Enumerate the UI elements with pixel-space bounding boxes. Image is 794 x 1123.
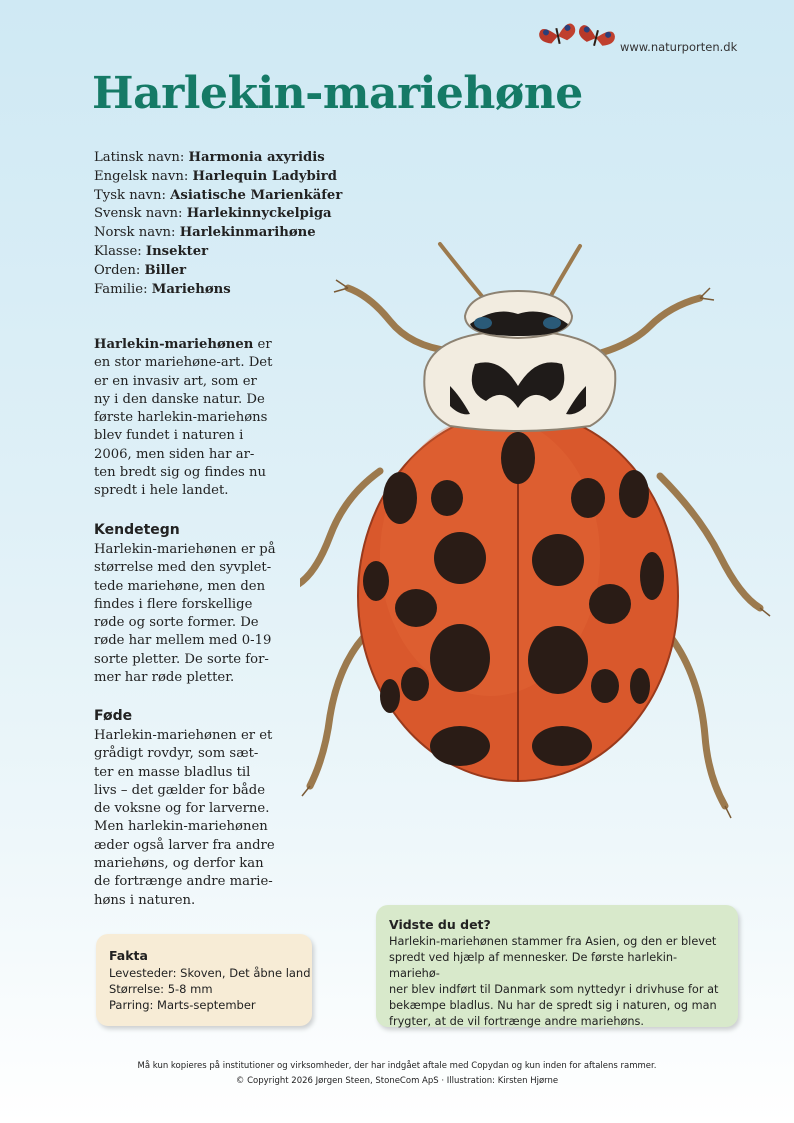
kendetegn-heading: Kendetegn bbox=[94, 522, 180, 538]
harlequin-ladybird-illustration bbox=[300, 236, 780, 836]
copy-notice: Må kun kopieres på institutioner og virksomheder, der har indgået aftale med Copydan og kun inden for aftalens rammer. bbox=[137, 1061, 657, 1071]
fakta-size: Størrelse: 5-8 mm bbox=[109, 982, 213, 996]
footer bbox=[0, 1059, 794, 1089]
kendetegn-paragraph: Harlekin-mariehønen er på størrelse med den syvplet- tede mariehøne, men den findes i flere forskellige røde og sorte former. De røde har mellem med 0-19 sorte pletter. De sorte for- mer har røde pletter. bbox=[94, 542, 276, 686]
name-row-swedish: Svensk navn: Harlekinnyckelpiga bbox=[94, 206, 332, 222]
name-row-norwegian: Norsk navn: Harlekinmarihøne bbox=[94, 225, 316, 241]
name-row-class: Klasse: Insekter bbox=[94, 243, 209, 259]
vidste-du-det-box: Vidste du det? Harlekin-mariehønen stammer fra Asien, og den er blevet spredt ved hjælp af mennesker. De første harlekin-mariehø- ner blev indført til Danmark som nyttedyr i drivhuse for at bekæmpe bladlus. Nu har de spredt sig i naturen, og man frygter, at de vil fortrænge andre mariehøns. bbox=[376, 905, 738, 1027]
intro-paragraph: Harlekin-mariehønen er en stor mariehøne-art. Det er en invasiv art, som er ny i den danske natur. De første harlekin-mariehøns blev fundet i naturen i 2006, men siden har ar- ten bredt sig og findes nu spredt i hele landet. bbox=[94, 337, 273, 499]
fakta-habitat: Levesteder: Skoven, Det åbne land bbox=[109, 966, 311, 980]
name-row-german: Tysk navn: Asiatische Marienkäfer bbox=[94, 187, 343, 203]
fakta-heading: Fakta bbox=[109, 948, 148, 963]
name-row-latin: Latinsk navn: Harmonia axyridis bbox=[94, 150, 325, 165]
site-url[interactable]: www.naturporten.dk bbox=[620, 40, 738, 54]
fode-heading: Føde bbox=[94, 708, 133, 724]
name-row-family: Familie: Mariehøns bbox=[94, 281, 231, 297]
butterfly-logo-icon bbox=[538, 16, 618, 56]
page-title: Harlekin-mariehøne bbox=[92, 68, 583, 119]
name-row-english: Engelsk navn: Harlequin Ladybird bbox=[94, 168, 337, 184]
fakta-box bbox=[96, 934, 312, 1026]
fode-paragraph: Harlekin-mariehønen er et grådigt rovdyr, som sæt- ter en masse bladlus til livs – det gælder for både de voksne og for larverne. Men harlekin-mariehønen æder også larver fra andre mariehøns, og derfor kan de fortrænge andre marie- høns i naturen. bbox=[94, 728, 275, 908]
name-row-order: Orden: Biller bbox=[94, 262, 187, 278]
vidste-heading: Vidste du det? bbox=[389, 917, 491, 932]
fakta-mating: Parring: Marts-september bbox=[109, 998, 256, 1012]
copyright: © Copyright 2026 Jørgen Steen, StoneCom ApS · Illustration: Kirsten Hjørne bbox=[235, 1076, 559, 1086]
